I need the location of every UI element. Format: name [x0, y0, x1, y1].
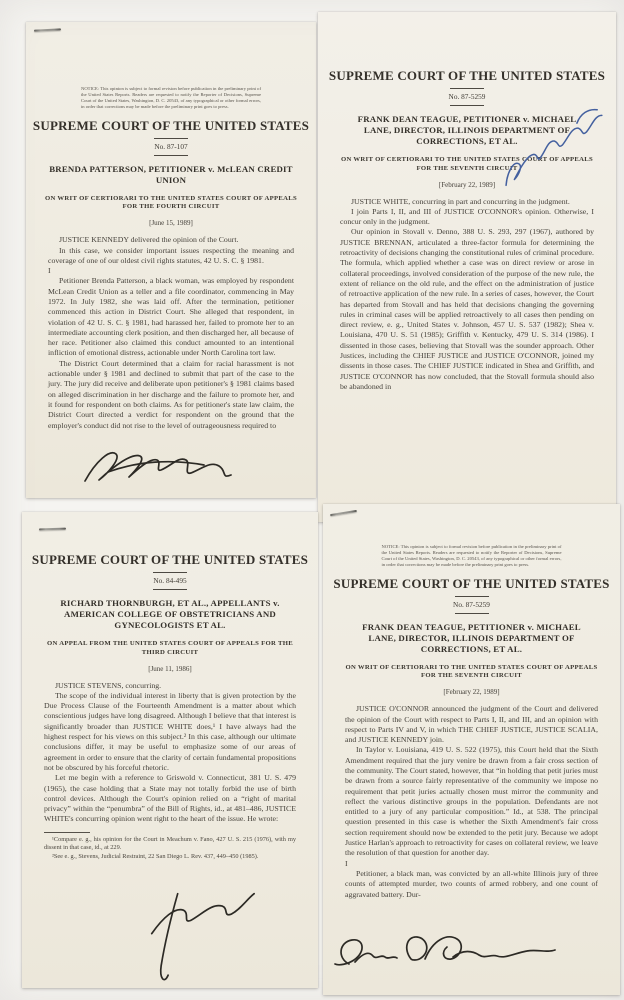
opinion-paragraph: Our opinion in Stovall v. Denno, 388 U. S. 293, 297 (1967), authored by JUSTICE BRENNAN, articulated a three-factor formula for determining the retroactivity of decisions changing the constitutional rules of criminal procedure. The formula, which applied whether a case was on direct review or arose in collateral proceedings, involved consideration of the purpose of the new rule, the extent of reliance on the old rule, and the effect on the administration of justice of retroactive application of the new rule. In a series of cases, however, the Court has departed from Stovall and has held that decisions changing the governing rules in criminal cases will be applied retroactively to all cases then pending on direct review, e. g., United States v. Johnson, 457 U. S. 537 (1982); Shea v. Louisiana, 470 U. S. 51 (1985); Griffith v. Kentucky, 479 U. S. 314 (1986). I dissented in those cases, believing that Stovall was the sounder approach. Other Justices, including the CHIEF JUSTICE and JUSTICE O'CONNOR, joined my dissents in those cases. The CHIEF JUSTICE indicated in Shea and Griffith, and JUSTICE O'CONNOR has now concluded, that the Stovall formula should also be abandoned in: [340, 227, 594, 391]
court-title: SUPREME COURT OF THE UNITED STATES: [333, 575, 610, 591]
divider: [455, 596, 489, 597]
decision-date: [June 11, 1986]: [148, 664, 192, 673]
section-marker: I: [48, 266, 51, 276]
decision-date: [February 22, 1989]: [438, 180, 496, 189]
writ-line: ON WRIT OF CERTIORARI TO THE UNITED STATES COURT OF APPEALS FOR THE SEVENTH CIRCUIT: [345, 663, 598, 680]
opinion-paragraph: JUSTICE O'CONNOR announced the judgment of the Court and delivered the opinion of the Court with respect to Parts I, II, and III, and an opinion with respect to Parts IV and V, in which THE CHIEF JUSTICE, JUSTICE SCALIA, and JUSTICE KENNEDY join.: [345, 704, 598, 745]
case-caption: FRANK DEAN TEAGUE, PETITIONER v. MICHAEL LANE, DIRECTOR, ILLINOIS DEPARTMENT OF CORRECTIONS, ET AL.: [362, 621, 581, 654]
opinion-paragraph: In Taylor v. Louisiana, 419 U. S. 522 (1975), this Court held that the Sixth Amendment required that the jury venire be drawn from a fair cross section of the community. The Court stated, however, that “in holding that petit juries must be drawn from a source fairly representative of the community we impose no requirement that petit juries actually chosen must mirror the community and reflect the various distinctive groups in the population. Defendants are not entitled to a jury of any particular composition.” Id., at 538. The principal question presented in this case is whether the Sixth Amendment's fair cross section requirement should now be extended to the petit jury. Because we adopt Justice Harlan's approach to retroactivity for cases on collateral review, we leave the resolution of that question for another day.: [345, 745, 598, 858]
court-title: SUPREME COURT OF THE UNITED STATES: [328, 68, 606, 83]
staple: [330, 510, 357, 517]
opinion-paragraph: Petitioner, a black man, was convicted by an all-white Illinois jury of three counts of attempted murder, two counts of armed robbery, and one count of aggravated battery. Dur-: [345, 868, 598, 899]
docket-number: No. 84-495: [153, 576, 187, 585]
notice-text: NOTICE: This opinion is subject to formal revision before publication in the preliminary print of the United States Reports. Readers are requested to notify the Reporter of Decisions, Supreme Court of the United States, Washington, D. C. 20543, of any typographical or other formal errors, in order that corrections may be made before the preliminary print goes to press.: [381, 544, 562, 567]
section-marker: I: [345, 858, 348, 868]
footnote: ²See e. g., Stevens, Judicial Restraint, 22 San Diego L. Rev. 437, 449–450 (1985).: [52, 852, 259, 860]
decision-date: [June 15, 1989]: [149, 219, 193, 228]
divider: [450, 105, 484, 106]
slip-opinion-thornburgh: [22, 512, 318, 988]
opinion-paragraph: In this case, we consider important issues respecting the meaning and coverage of one of our oldest civil rights statutes, 42 U. S. C. § 1981.: [48, 245, 294, 265]
divider: [154, 155, 188, 156]
writ-line: ON WRIT OF CERTIORARI TO THE UNITED STATES COURT OF APPEALS FOR THE SEVENTH CIRCUIT: [340, 156, 594, 172]
case-caption: BRENDA PATTERSON, PETITIONER v. McLEAN CREDIT UNION: [49, 163, 293, 185]
opinion-paragraph: JUSTICE KENNEDY delivered the opinion of the Court.: [59, 235, 239, 245]
opinion-paragraph: Let me begin with a reference to Griswold v. Connecticut, 381 U. S. 479 (1965), the case holding that a State may not totally forbid the use of birth control devices. Although the Court's opinion relied on a “right of marital privacy” within the “penumbra” of the Bill of Rights, id., at 481–486, JUSTICE WHITE's concurring opinion went right to the heart of the issue. He wrote:: [44, 773, 296, 824]
opinion-text: [48, 235, 294, 431]
writ-line: ON WRIT OF CERTIORARI TO THE UNITED STATES COURT OF APPEALS FOR THE FOURTH CIRCUIT: [44, 194, 298, 211]
opinion-text: [345, 704, 598, 900]
court-title: SUPREME COURT OF THE UNITED STATES: [32, 117, 310, 133]
signature-anthony-kennedy: [80, 446, 238, 490]
divider: [450, 88, 484, 89]
docket-number: No. 87-107: [154, 141, 188, 151]
opinion-paragraph: JUSTICE WHITE, concurring in part and concurring in the judgment.: [351, 196, 570, 206]
notice-text: NOTICE: This opinion is subject to formal revision before publication in the preliminary print of the United States Reports. Readers are requested to notify the Reporter of Decisions, Supreme Court of the United States, Washington, D. C. 20543, of any typographical or other formal errors, in order that corrections may be made before the preliminary print goes to press.: [81, 86, 261, 109]
opinion-text: [44, 681, 296, 861]
slip-opinion-teague-white: [318, 12, 616, 522]
docket-number: No. 87-5259: [448, 92, 486, 101]
opinion-paragraph: I join Parts I, II, and III of JUSTICE O'CONNOR's opinion. Otherwise, I concur only in the judgment.: [340, 206, 594, 227]
decision-date: [February 22, 1989]: [443, 688, 500, 697]
signature-john-paul-stevens: [125, 877, 267, 988]
case-caption: RICHARD THORNBURGH, ET AL., APPELLANTS v. AMERICAN COLLEGE OF OBSTETRICIANS AND GYNECOLOGISTS ET AL.: [60, 598, 280, 630]
opinion-paragraph: The scope of the individual interest in liberty that is given protection by the Due Process Clause of the Fourteenth Amendment is a matter about which conscientious judges have long disagreed. Although I believe that that interest is significantly broader than JUSTICE WHITE does,¹ I have always had the highest respect for his views on this subject.² In this case, although our ultimate conclusions differ, it may be useful to emphasize some of our areas of agreement in order to ensure that the clarity of certain fundamental propositions not be obscured by his forceful rhetoric.: [44, 690, 296, 772]
opinion-paragraph: The District Court determined that a claim for racial harassment is not actionable under § 1981 and declined to submit that part of the case to the jury. The jury did receive and deliberate upon petitioner's § 1981 claims based on alleged discrimination in her discharge and the failure to promote her, and it found for respondent on both claims. As for petitioner's state law claim, the District Court directed a verdict for respondent on the ground that the employer's conduct did not rise to the level of outrageousness required to: [48, 358, 294, 430]
divider: [154, 138, 188, 139]
slip-opinion-patterson: [26, 22, 316, 498]
staple: [39, 528, 66, 531]
opinion-text: [340, 197, 594, 393]
divider: [153, 589, 187, 590]
court-title: SUPREME COURT OF THE UNITED STATES: [31, 552, 309, 567]
staple: [34, 28, 61, 32]
opinion-paragraph: Petitioner Brenda Patterson, a black woman, was employed by respondent McLean Credit Union as a teller and a file coordinator, commencing in May 1972. In July 1982, she was laid off. After the termination, petitioner commenced this action in District Court. She alleged that respondent, in violation of 42 U. S. C. § 1981, had harassed her, failed to promote her to an intermediate accounting clerk position, and then discharged her, all because of her race. Petitioner also claimed this conduct amounted to an intentional infliction of emotional distress, actionable under North Carolina tort law.: [48, 276, 294, 358]
footnote-divider: [44, 832, 90, 833]
writ-line: ON APPEAL FROM THE UNITED STATES COURT OF APPEALS FOR THE THIRD CIRCUIT: [46, 640, 293, 656]
footnote: ¹Compare e. g., his opinion for the Court in Meachum v. Fano, 427 U. S. 215 (1976), with my dissent in that case, id., at 229.: [44, 835, 296, 852]
opinion-paragraph: JUSTICE STEVENS, concurring.: [55, 680, 162, 690]
signature-sandra-day-oconnor: [331, 928, 569, 978]
divider: [455, 613, 489, 614]
slip-opinion-teague-oconnor: [323, 504, 620, 995]
divider: [153, 572, 187, 573]
case-caption: FRANK DEAN TEAGUE, PETITIONER v. MICHAEL LANE, DIRECTOR, ILLINOIS DEPARTMENT OF CORRECTIONS, ET AL.: [357, 114, 577, 146]
docket-number: No. 87-5259: [453, 599, 490, 609]
